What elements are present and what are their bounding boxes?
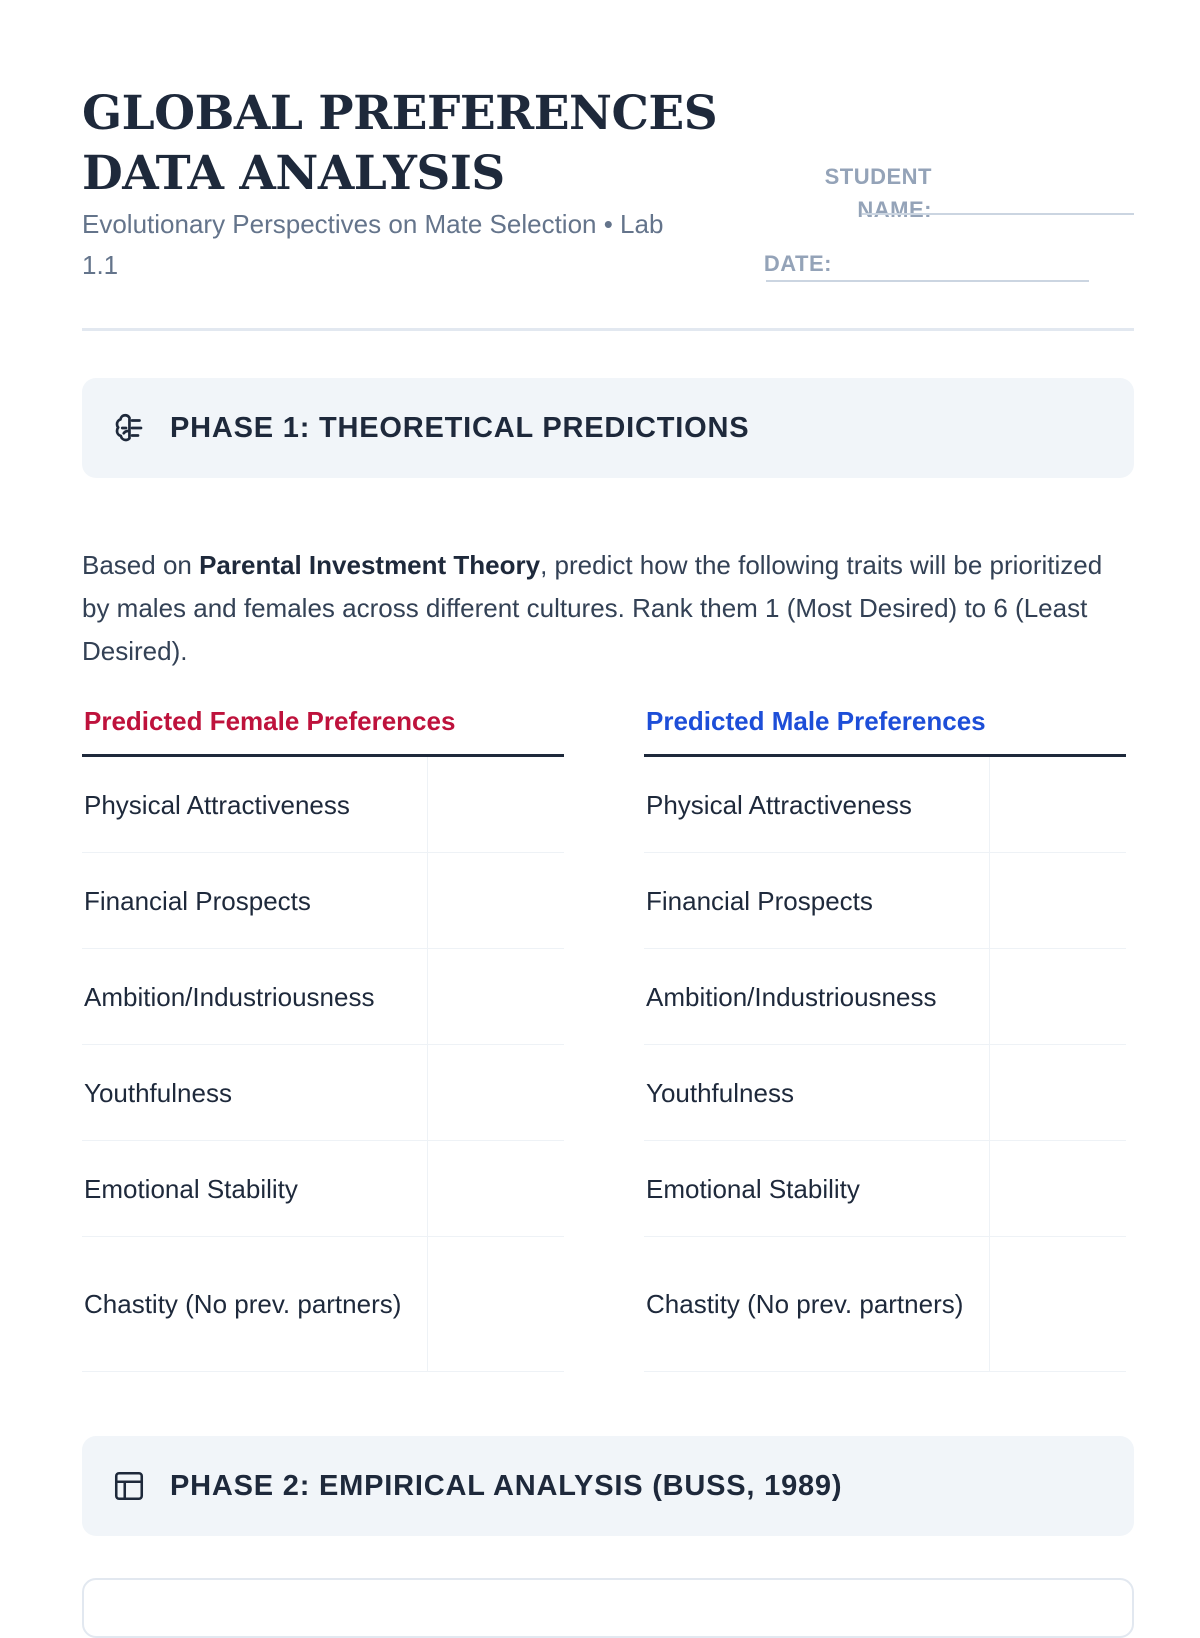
male-trait-row [644,1237,1126,1372]
trait-label: Emotional Stability [82,1141,428,1236]
rank-input-cell[interactable] [428,757,564,852]
rank-input-cell[interactable] [990,757,1126,852]
title-line-1: GLOBAL PREFERENCES [82,86,718,141]
phase-2-title: PHASE 2: EMPIRICAL ANALYSIS (BUSS, 1989) [170,1469,843,1502]
phase-1-instructions [82,544,1134,673]
trait-label: Youthfulness [644,1045,990,1140]
male-preferences-column [644,700,1126,1372]
phase-1-header [82,378,1134,478]
page-title [82,84,722,204]
worksheet-page [82,0,1134,1502]
title-line-2: DATA ANALYSIS [82,146,505,201]
student-name-field[interactable] [862,213,1134,215]
male-trait-row [644,1141,1126,1237]
rank-input-cell[interactable] [990,949,1126,1044]
date-field[interactable] [766,280,1089,282]
student-name-label-line-1: STUDENT [824,164,932,189]
female-preferences-heading: Predicted Female Preferences [82,700,564,757]
instructions-theory-name: Parental Investment Theory [199,550,541,580]
rank-input-cell[interactable] [990,1045,1126,1140]
student-name-label-line-2: NAME: [857,197,932,222]
table-icon [110,1467,148,1505]
rank-input-cell[interactable] [428,949,564,1044]
worksheet-header [82,0,1134,331]
brain-icon [110,409,148,447]
female-preferences-column [82,700,564,1372]
trait-label: Physical Attractiveness [644,757,990,852]
trait-label: Financial Prospects [82,853,428,948]
male-trait-row [644,853,1126,949]
female-trait-row [82,757,564,853]
trait-label: Physical Attractiveness [82,757,428,852]
page-subtitle: Evolutionary Perspectives on Mate Selection • Lab 1.1 [82,209,664,280]
instructions-text-start: Based on [82,550,200,580]
rank-input-cell[interactable] [990,853,1126,948]
rank-input-cell[interactable] [428,1045,564,1140]
rank-input-cell[interactable] [990,1141,1126,1236]
trait-label: Chastity (No prev. partners) [644,1237,990,1371]
trait-label: Financial Prospects [644,853,990,948]
date-label: DATE: [763,251,832,276]
trait-label: Emotional Stability [644,1141,990,1236]
female-trait-row [82,1237,564,1372]
female-trait-row [82,853,564,949]
rank-input-cell[interactable] [428,1141,564,1236]
female-trait-row [82,1141,564,1237]
female-trait-row [82,949,564,1045]
rank-input-cell[interactable] [990,1237,1126,1371]
trait-label: Chastity (No prev. partners) [82,1237,428,1371]
instructions-text-end: , predict how the following traits will be prioritized by males and females across different cultures. Rank them 1 (Most Desired) to 6 (Least Desired). [82,550,1103,666]
phase-1-title: PHASE 1: THEORETICAL PREDICTIONS [170,411,750,444]
phase-2-data-panel [82,1578,1134,1638]
male-trait-row [644,949,1126,1045]
trait-label: Ambition/Industriousness [644,949,990,1044]
male-trait-row [644,757,1126,853]
student-name-label [732,160,932,226]
trait-label: Youthfulness [82,1045,428,1140]
male-trait-row [644,1045,1126,1141]
phase-2-header [82,1436,1134,1536]
rank-input-cell[interactable] [428,1237,564,1371]
rank-input-cell[interactable] [428,853,564,948]
male-preferences-heading: Predicted Male Preferences [644,700,1126,757]
trait-label: Ambition/Industriousness [82,949,428,1044]
female-trait-row [82,1045,564,1141]
